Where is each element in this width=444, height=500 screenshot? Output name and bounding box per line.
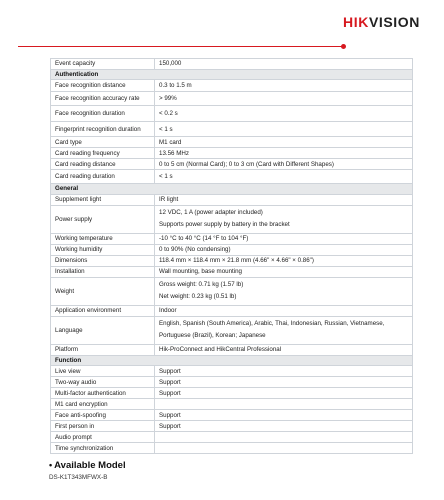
spec-label: Card reading duration (51, 170, 155, 184)
spec-label: Card reading distance (51, 159, 155, 170)
spec-row (51, 344, 413, 355)
spec-row (51, 159, 413, 170)
spec-label: Working humidity (51, 244, 155, 255)
spec-row (51, 316, 413, 344)
spec-label: Face anti-spoofing (51, 410, 155, 421)
spec-label: Face recognition accuracy rate (51, 92, 155, 106)
spec-row (51, 205, 413, 233)
section-header (51, 184, 413, 194)
logo-vision-text: VISION (368, 14, 420, 30)
spec-label: Time synchronization (51, 443, 155, 454)
spec-label: First person in (51, 421, 155, 432)
spec-row (51, 410, 413, 421)
spec-label: Supplement light (51, 194, 155, 205)
spec-value: < 1 s (155, 122, 413, 137)
spec-value (155, 432, 413, 443)
spec-value: IR light (155, 194, 413, 205)
spec-label: Platform (51, 344, 155, 355)
spec-label: Face recognition distance (51, 80, 155, 92)
spec-label: Two-way audio (51, 377, 155, 388)
spec-label: Card type (51, 137, 155, 148)
hikvision-logo (343, 14, 420, 30)
spec-row (51, 80, 413, 92)
spec-row (51, 59, 413, 70)
spec-label: Working temperature (51, 233, 155, 244)
spec-label: Installation (51, 266, 155, 277)
spec-value: Support (155, 388, 413, 399)
spec-value (155, 316, 413, 344)
spec-row (51, 443, 413, 454)
logo-hik-text: HIK (343, 14, 369, 30)
spec-value (155, 277, 413, 305)
spec-value-line: Net weight: 0.23 kg (0.51 lb) (159, 293, 237, 301)
spec-value-line: Supports power supply by battery in the bracket (159, 221, 290, 229)
spec-row (51, 170, 413, 184)
spec-row (51, 305, 413, 316)
spec-row (51, 122, 413, 137)
spec-row (51, 148, 413, 159)
spec-label: Live view (51, 366, 155, 377)
spec-table-body (51, 59, 413, 454)
section-title: General (51, 184, 413, 194)
spec-label: Weight (51, 277, 155, 305)
spec-row (51, 432, 413, 443)
spec-value: Hik-ProConnect and HikCentral Professional (155, 344, 413, 355)
spec-table (50, 58, 413, 454)
spec-value: Indoor (155, 305, 413, 316)
spec-label: M1 card encryption (51, 399, 155, 410)
spec-row (51, 106, 413, 122)
spec-value: 0.3 to 1.5 m (155, 80, 413, 92)
spec-row (51, 92, 413, 106)
spec-value: 13.56 MHz (155, 148, 413, 159)
spec-value: -10 °C to 40 °C (14 °F to 104 °F) (155, 233, 413, 244)
section-title: Function (51, 355, 413, 365)
spec-row (51, 366, 413, 377)
header-rule (18, 46, 344, 47)
available-model-title: Available Model (54, 460, 126, 471)
spec-value-line: English, Spanish (South America), Arabic, Thai, Indonesian, Russian, Vietnamese, (159, 319, 385, 327)
spec-value-line: Gross weight: 0.71 kg (1.57 lb) (159, 280, 244, 288)
spec-value (155, 399, 413, 410)
available-model-heading (49, 460, 126, 471)
spec-label: Fingerprint recognition duration (51, 122, 155, 137)
spec-value-line: 12 VDC, 1 A (power adapter included) (159, 208, 263, 216)
spec-value: Support (155, 366, 413, 377)
spec-row (51, 233, 413, 244)
spec-row (51, 255, 413, 266)
section-header (51, 70, 413, 80)
spec-value: Support (155, 421, 413, 432)
section-header (51, 355, 413, 365)
spec-value (155, 443, 413, 454)
spec-row (51, 137, 413, 148)
model-number: DS-K1T343MFWX-B (49, 474, 108, 481)
spec-value-line: Portuguese (Brazil), Korean; Japanese (159, 332, 266, 340)
spec-label: Application environment (51, 305, 155, 316)
spec-value: 0 to 5 cm (Normal Card); 0 to 3 cm (Card with Different Shapes) (155, 159, 413, 170)
spec-value: Wall mounting, base mounting (155, 266, 413, 277)
spec-label: Audio prompt (51, 432, 155, 443)
spec-label: Event capacity (51, 59, 155, 70)
spec-label: Face recognition duration (51, 106, 155, 122)
spec-value: 118.4 mm × 118.4 mm × 21.8 mm (4.66" × 4.66" × 0.86") (155, 255, 413, 266)
spec-value (155, 205, 413, 233)
spec-row (51, 244, 413, 255)
spec-value: Support (155, 377, 413, 388)
spec-row (51, 399, 413, 410)
spec-row (51, 388, 413, 399)
spec-value: > 99% (155, 92, 413, 106)
spec-row (51, 194, 413, 205)
spec-value: < 1 s (155, 170, 413, 184)
spec-row (51, 277, 413, 305)
spec-value: M1 card (155, 137, 413, 148)
spec-value: 150,000 (155, 59, 413, 70)
spec-row (51, 377, 413, 388)
spec-label: Power supply (51, 205, 155, 233)
spec-value: 0 to 90% (No condensing) (155, 244, 413, 255)
spec-label: Multi-factor authentication (51, 388, 155, 399)
bullet: • (49, 460, 53, 470)
header-rule-dot (341, 44, 346, 49)
spec-row (51, 266, 413, 277)
spec-value: Support (155, 410, 413, 421)
spec-label: Dimensions (51, 255, 155, 266)
section-title: Authentication (51, 70, 413, 80)
spec-label: Language (51, 316, 155, 344)
spec-label: Card reading frequency (51, 148, 155, 159)
spec-value: < 0.2 s (155, 106, 413, 122)
spec-row (51, 421, 413, 432)
